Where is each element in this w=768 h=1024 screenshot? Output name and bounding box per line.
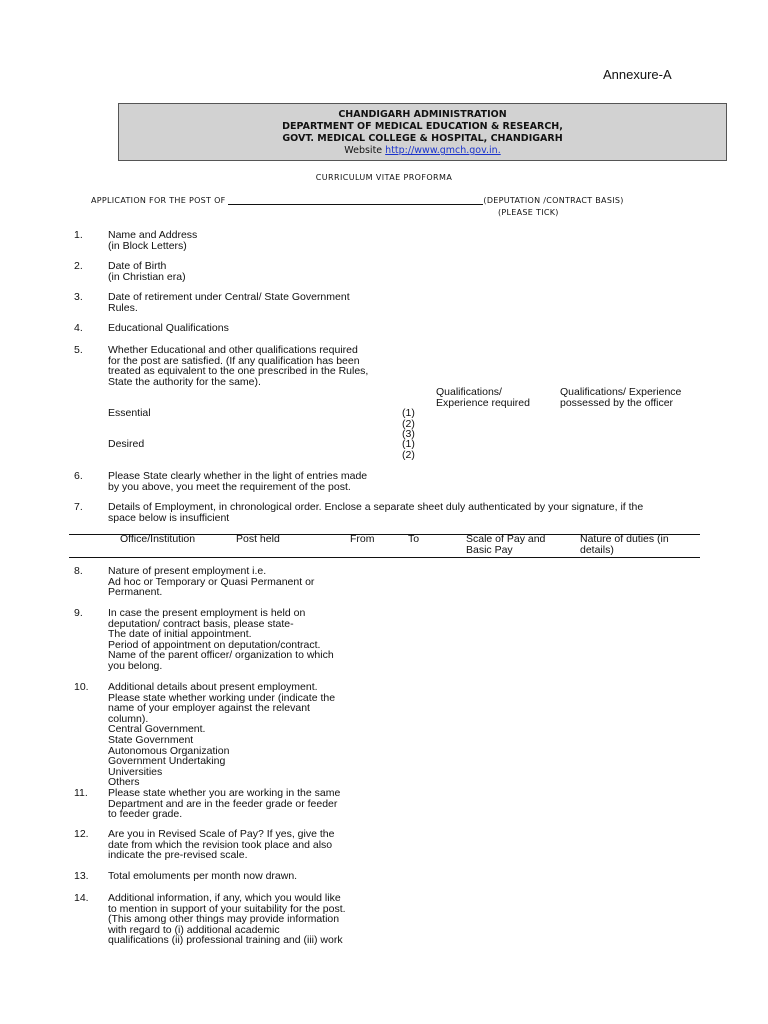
- item-deputation-details: [108, 608, 334, 672]
- item-number: 6.: [74, 470, 83, 482]
- item-number: 3.: [74, 291, 83, 303]
- item-line: for the post are satisfied. (If any qualification has been: [108, 354, 360, 367]
- item-nature-of-employment: [108, 566, 314, 598]
- item-additional-information: [108, 893, 346, 946]
- application-line: [91, 196, 624, 205]
- item-line: Details of Employment, in chronological order. Enclose a separate sheet duly authenticated by your signature, if the: [108, 501, 644, 513]
- item-line: to feeder grade.: [108, 808, 183, 821]
- please-tick-note: (PLEASE TICK): [498, 208, 559, 217]
- item-line: qualifications (ii) professional training and (iii) work: [108, 934, 343, 947]
- item-line: Name of the parent officer/ organization to which: [108, 649, 334, 662]
- item-qualifications-satisfied: [108, 345, 368, 387]
- item-line: Universities: [108, 765, 163, 778]
- item-line: Additional details about present employment.: [108, 681, 318, 693]
- desired-numbers: [402, 439, 415, 460]
- item-number: 8.: [74, 565, 83, 577]
- item-line: Additional information, if any, which you would like: [108, 892, 341, 904]
- header-line-2: DEPARTMENT OF MEDICAL EDUCATION & RESEARCH,: [282, 121, 563, 132]
- item-line: Date of Birth: [108, 260, 167, 272]
- post-name-blank[interactable]: [228, 196, 483, 205]
- item-line: (in Block Letters): [108, 239, 187, 252]
- item-line: Date of retirement under Central/ State Government: [108, 291, 350, 303]
- item-line: with regard to (i) additional academic: [108, 923, 280, 936]
- item-number: 2.: [74, 260, 83, 272]
- header-box: [118, 103, 727, 161]
- item-line: deputation/ contract basis, please state-: [108, 617, 294, 630]
- item-line: Others: [108, 776, 140, 789]
- item-line: Autonomous Organization: [108, 744, 230, 757]
- item-number: 4.: [74, 322, 83, 334]
- item-line: Educational Qualifications: [108, 322, 229, 334]
- header-line: Qualifications/ Experience: [560, 386, 682, 398]
- item-line: by you above, you meet the requirement of the post.: [108, 480, 351, 493]
- item-total-emoluments: [108, 871, 297, 882]
- header-line: possessed by the officer: [560, 396, 674, 409]
- item-line: date from which the revision took place and also: [108, 838, 333, 851]
- item-employment-details: [108, 502, 643, 523]
- item-line: Government Undertaking: [108, 755, 226, 768]
- item-line: treated as equivalent to the one prescribed in the Rules,: [108, 365, 369, 378]
- item-line: Please state whether you are working in the same: [108, 787, 341, 799]
- qual-col-possessed-header: [560, 387, 681, 408]
- item-meets-requirement: [108, 471, 367, 492]
- item-line: Are you in Revised Scale of Pay? If yes, give the: [108, 828, 335, 840]
- qual-col-required-header: [436, 387, 530, 408]
- desired-num: (2): [402, 448, 415, 461]
- header-line: Basic Pay: [466, 543, 513, 556]
- item-feeder-grade: [108, 788, 340, 820]
- website-link[interactable]: http://www.gmch.gov.in.: [385, 145, 501, 156]
- item-line: Whether Educational and other qualifications required: [108, 344, 358, 356]
- item-line: Please state whether working under (indicate the: [108, 691, 336, 704]
- item-line: Rules.: [108, 301, 138, 314]
- col-office-institution: Office/Institution: [120, 533, 196, 545]
- item-number: 9.: [74, 607, 83, 619]
- item-line: to mention in support of your suitability for the post.: [108, 902, 346, 915]
- item-line: (This among other things may provide information: [108, 913, 340, 926]
- item-line: Central Government.: [108, 723, 206, 736]
- item-line: In case the present employment is held on: [108, 607, 306, 619]
- item-line: Period of appointment on deputation/contract.: [108, 638, 321, 651]
- document-title: CURRICULUM VITAE PROFORMA: [315, 173, 453, 182]
- item-number: 5.: [74, 344, 83, 356]
- essential-numbers: [402, 408, 415, 440]
- col-nature-of-duties: [580, 534, 669, 555]
- annexure-label: Annexure-A: [603, 67, 672, 82]
- item-number: 11.: [74, 787, 88, 799]
- item-additional-employment-details: [108, 682, 335, 788]
- desired-num: (1): [402, 438, 415, 450]
- essential-num: (1): [402, 407, 415, 419]
- item-line: State Government: [108, 733, 194, 746]
- application-prefix: APPLICATION FOR THE POST OF: [91, 196, 226, 205]
- essential-num: (2): [402, 417, 415, 430]
- header-line: details): [580, 543, 614, 556]
- item-line: Ad hoc or Temporary or Quasi Permanent or: [108, 575, 315, 588]
- header-line-3: GOVT. MEDICAL COLLEGE & HOSPITAL, CHANDIGARH: [282, 133, 563, 144]
- item-number: 1.: [74, 229, 83, 241]
- item-line: Total emoluments per month now drawn.: [108, 870, 298, 882]
- essential-num: (3): [402, 428, 415, 441]
- item-line: Department and are in the feeder grade or feeder: [108, 797, 338, 810]
- header-line: Qualifications/: [436, 386, 502, 398]
- item-line: State the authority for the same).: [108, 375, 261, 388]
- item-name-address: [108, 230, 197, 251]
- website-line: [119, 145, 726, 157]
- header-line: Nature of duties (in: [580, 533, 669, 545]
- item-line: name of your employer against the relevant: [108, 702, 310, 715]
- essential-label: Essential: [108, 407, 151, 419]
- item-date-of-birth: [108, 261, 186, 282]
- item-line: column).: [108, 712, 149, 725]
- header-line: Experience required: [436, 396, 530, 409]
- item-number: 13.: [74, 870, 89, 882]
- col-scale-of-pay: [466, 534, 545, 555]
- item-date-of-retirement: [108, 292, 350, 313]
- item-line: Please State clearly whether in the light of entries made: [108, 470, 368, 482]
- item-line: Permanent.: [108, 586, 163, 599]
- col-from: From: [350, 533, 375, 545]
- item-line: (in Christian era): [108, 270, 186, 283]
- application-suffix: (DEPUTATION /CONTRACT BASIS): [483, 196, 624, 205]
- item-revised-scale-of-pay: [108, 829, 334, 861]
- item-number: 7.: [74, 501, 83, 513]
- header-line: Scale of Pay and: [466, 533, 546, 545]
- item-line: space below is insufficient: [108, 511, 230, 524]
- col-to: To: [408, 533, 420, 545]
- item-number: 10.: [74, 681, 89, 693]
- col-post-held: Post held: [236, 533, 280, 545]
- employment-table-bottom-rule: [69, 557, 700, 558]
- item-number: 12.: [74, 828, 89, 840]
- item-line: The date of initial appointment.: [108, 628, 252, 641]
- item-number: 14.: [74, 892, 89, 904]
- item-educational-qualifications: [108, 323, 229, 334]
- item-line: Nature of present employment i.e.: [108, 565, 267, 577]
- desired-label: Desired: [108, 438, 145, 450]
- item-line: you belong.: [108, 659, 163, 672]
- website-label: Website: [344, 145, 383, 156]
- item-line: indicate the pre-revised scale.: [108, 849, 248, 862]
- header-line-1: CHANDIGARH ADMINISTRATION: [338, 109, 507, 120]
- item-line: Name and Address: [108, 229, 198, 241]
